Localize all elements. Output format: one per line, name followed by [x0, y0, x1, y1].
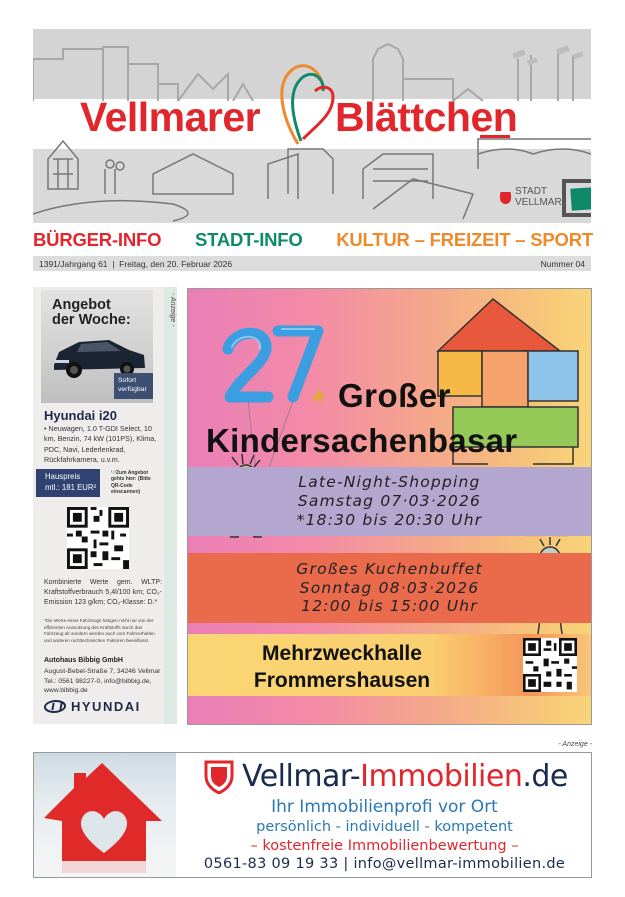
event2-name: Großes Kuchenbuffet: [296, 559, 483, 578]
dealer-website-link[interactable]: www.bibbig.de: [44, 687, 88, 695]
badge-line1: Sofort: [118, 377, 137, 384]
masthead-banner: [33, 29, 591, 223]
category-kultur: KULTUR – FREIZEIT – SPORT: [336, 229, 593, 250]
offer-headline: [52, 298, 131, 328]
shield-logo-icon: [204, 760, 234, 794]
dealer-contact: Tel.: 0561 98227-0, info@bibbig.de,: [44, 677, 152, 685]
event2-date: Sonntag 08·03·2026: [299, 578, 480, 597]
brand-part-vellmar: Vellmar-: [242, 759, 361, 794]
immobilien-brand-text: [242, 759, 568, 794]
city-crest-icon: [500, 192, 511, 204]
hyundai-logo: [44, 699, 141, 714]
winter-house-photo: [34, 753, 176, 877]
immobilien-contact[interactable]: 0561-83 09 19 33 | info@vellmar-immobilien.de: [203, 856, 566, 872]
hyundai-emblem-icon: [43, 700, 67, 713]
event-location: [188, 634, 591, 696]
headline-line1: Angebot: [52, 297, 111, 313]
stadt-vellmar-logo: [500, 187, 562, 208]
price-value: mtl.: 181 EUR²: [45, 482, 97, 492]
brand-part-tld: .de: [522, 759, 568, 794]
masthead-title-right: Blättchen: [335, 94, 518, 140]
hyundai-advertisement: [33, 287, 177, 724]
location-text: [188, 640, 496, 695]
price-label: Hauspreis: [45, 472, 81, 481]
event1-date: Samstag 07·03·2026: [297, 492, 482, 511]
event2-time: 12:00 bis 15:00 Uhr: [301, 597, 478, 616]
event1-name: Late-Night-Shopping: [298, 473, 481, 492]
masthead-title-left: Vellmarer: [80, 94, 261, 140]
city-logo-line2: VELLMAR: [515, 196, 562, 208]
event-late-night-shopping: [188, 467, 591, 536]
category-line: [33, 229, 593, 251]
category-buerger-info: BÜRGER-INFO: [33, 229, 162, 250]
immobilien-offer: – kostenfreie Immobilienbewertung –: [250, 838, 519, 854]
car-specs: • Neuwagen, 1.0 T-GDI Select, 10 km, Benzin, 74 kW (101PS), Klima, PDC, Navi, Lederlenkrad, Rückfahrkamera, u.v.m.: [44, 424, 157, 465]
headline-line2: der Woche:: [52, 312, 131, 329]
anzeige-label: - Anzeige -: [558, 741, 592, 748]
location-line2: Frommershausen: [253, 669, 431, 693]
city-logo-line1: STADT: [515, 186, 548, 197]
dealer-address: August-Bebel-Straße 7, 34246 Vellmar: [44, 668, 161, 675]
issue-info-bar: [33, 256, 591, 271]
kindersachenbasar-advertisement: [187, 288, 592, 725]
immobilien-brand: [204, 759, 568, 794]
brand-part-immobilien: Immobilien: [360, 759, 523, 794]
issue-number: Nummer 04: [540, 258, 585, 269]
immobilien-tagline: Ihr Immobilienprofi vor Ort: [271, 797, 498, 817]
event-kuchenbuffet: [188, 553, 591, 623]
offer-hero: [41, 290, 153, 403]
category-stadt-info: STADT-INFO: [194, 229, 303, 250]
city-logo-text: [515, 187, 562, 208]
badge-line2: verfügbar: [118, 385, 147, 393]
basar-title-line2: Kindersachenbasar: [206, 422, 518, 459]
anzeige-label: - Anzeige -: [169, 293, 176, 327]
hyundai-wordmark: HYUNDAI: [71, 699, 141, 714]
city-logo-frame-icon: [562, 179, 591, 217]
qr-note: ¹˒²Zum Angebot gehts hier: (Bitte QR-Code einscannen): [111, 470, 151, 495]
car-model: Hyundai i20: [44, 408, 117, 423]
availability-badge: [114, 373, 153, 399]
ad-side-strip: [164, 287, 177, 724]
qr-code-icon[interactable]: [523, 638, 577, 692]
immobilien-values: persönlich - individuell - kompetent: [256, 819, 513, 835]
location-line1: Mehrzweckhalle: [262, 642, 422, 665]
basar-title-line1: Großer: [338, 377, 452, 414]
wltp-values: Kombinierte Werte gem. WLTP: Kraftstoffverbrauch 5,4l/100 km; CO₂-Emission 123 g/km; CO₂-Klasse: D.*: [44, 579, 162, 607]
dealer-info: [44, 667, 164, 696]
disclaimer: *Die Werte eines Fahrzeugs hängen nicht nur von der effizienten Ausnutzung des Kraftstoffs durch das Fahrzeug ab sondern werden auch vom Fahrverhalten und anderen nichttechnischen Faktoren beeinflusst.: [44, 618, 155, 643]
qr-code-icon[interactable]: [67, 507, 129, 569]
house-heart-icon: [34, 753, 176, 877]
issue-date: 1391/Jahrgang 61 | Freitag, den 20. Februar 2026: [39, 258, 233, 269]
event1-time: *18:30 bis 20:30 Uhr: [296, 510, 483, 529]
vellmar-immobilien-advertisement: [33, 752, 592, 878]
dealer-name: Autohaus Bibbig GmbH: [44, 657, 123, 664]
price-box: [36, 469, 100, 497]
